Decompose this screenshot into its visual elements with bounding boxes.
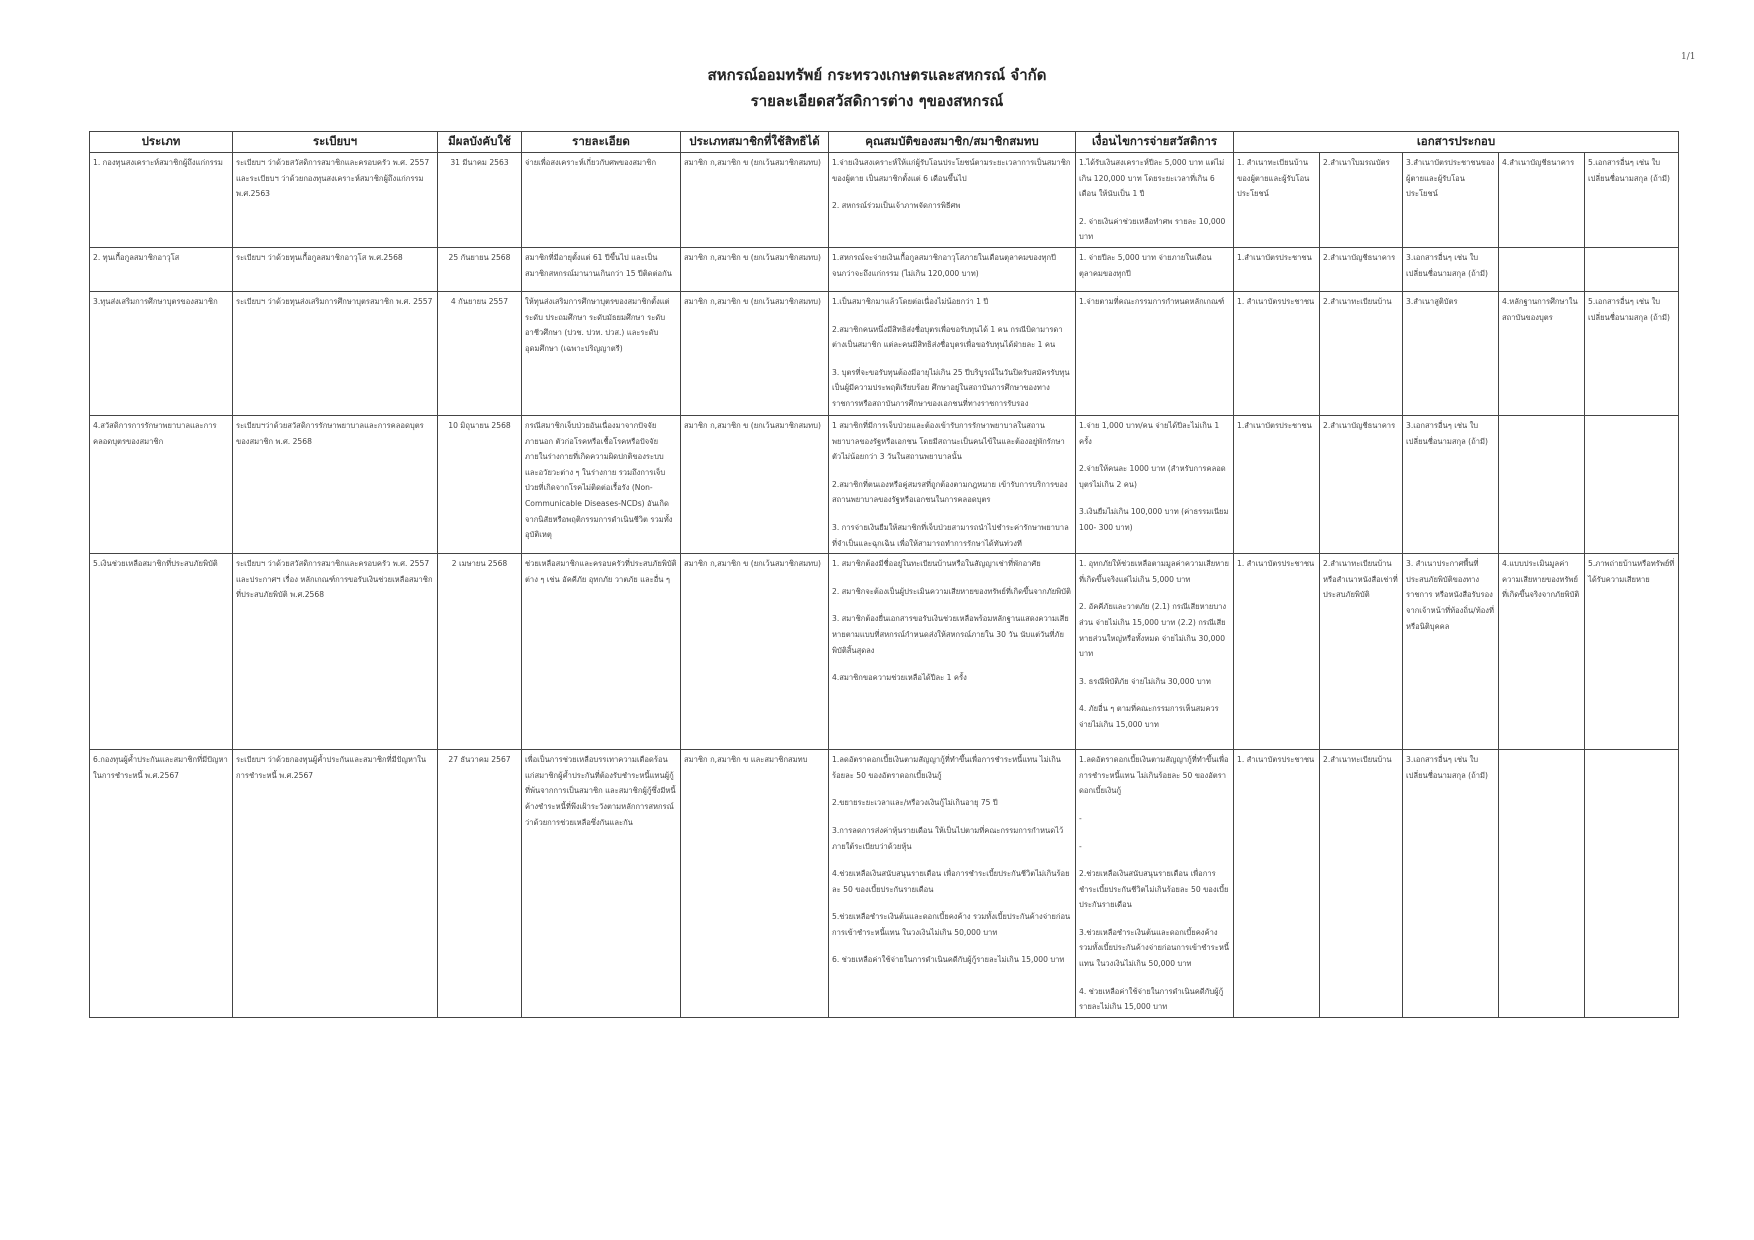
qualifications-cell (829, 291, 1076, 415)
effective-date-cell: 4 กันยายน 2557 (438, 291, 522, 415)
qualification-item: 5.ช่วยเหลือชำระเงินต้นและดอกเบี้ยคงค้าง รวมทั้งเบี้ยประกันค้างจ่ายก่อนการเข้าชำระหนี้แทน ในวงเงินไม่เกิน 50,000 บาท (832, 912, 1071, 937)
conditions-cell (1076, 153, 1234, 248)
document-cell: 5.เอกสารอื่นๆ เช่น ใบเปลี่ยนชื่อนามสกุล (ถ้ามี) (1585, 291, 1679, 415)
table-row (90, 247, 1679, 291)
spacer (832, 811, 1072, 823)
welfare-type-cell: 5.เงินช่วยเหลือสมาชิกที่ประสบภัยพิบัติ (90, 554, 233, 750)
welfare-table (89, 131, 1679, 1018)
qualification-item: 1. สมาชิกต้องมีชื่ออยู่ในทะเบียนบ้านหรือในสัญญาเช่าที่พักอาศัย (832, 559, 1041, 569)
qualification-item: 1.ลดอัตราดอกเบี้ยเงินตามสัญญากู้ที่ทำขึ้นเพื่อการชำระหนี้แทน ไม่เกินร้อยละ 50 ของอัตราดอกเบี้ยเงินกู้ (832, 755, 1061, 780)
document-cell: 2.สำเนาทะเบียนบ้าน (1320, 291, 1403, 415)
conditions-cell (1076, 554, 1234, 750)
condition-item: 4. ภัยอื่น ๆ ตามที่คณะกรรมการเห็นสมควร จ่ายไม่เกิน 15,000 บาท (1079, 704, 1219, 729)
qualification-item: 2.สมาชิกที่ตนเองหรือคู่สมรสที่ถูกต้องตามกฎหมาย เข้ารับการบริการของสถานพยาบาลของรัฐหรือเอกชนในการคลอดบุตร (832, 479, 1068, 505)
member-type-cell: สมาชิก ก,สมาชิก ข (ยกเว้นสมาชิกสมทบ) (681, 554, 829, 750)
qualifications-cell (829, 153, 1076, 248)
column-header: มีผลบังคับใช้ (438, 132, 522, 153)
spacer (832, 508, 1072, 520)
regulation-cell: ระเบียบฯ ว่าด้วยสวัสดิการสมาชิกและครอบครัว พ.ศ. 2557 และประกาศฯ เรื่อง หลักเกณฑ์การขอรับเงินช่วยเหลือสมาชิกที่ประสบภัยพิบัติ พ.ศ.2568 (233, 554, 438, 750)
document-cell: 2.สำเนาใบมรณบัตร (1320, 153, 1403, 248)
document-cell: 3.เอกสารอื่นๆ เช่น ใบเปลี่ยนชื่อนามสกุล (ถ้ามี) (1403, 247, 1499, 291)
table-row (90, 750, 1679, 1018)
spacer (1079, 854, 1230, 866)
qualifications-cell (829, 750, 1076, 1018)
qualification-item: 3. บุตรที่จะขอรับทุนต้องมีอายุไม่เกิน 25 ปีบริบูรณ์ในวันปิดรับสมัครรับทุน เป็นผู้มีความประพฤติเรียบร้อย ศึกษาอยู่ในสถาบันการศึกษาของทางราชการหรือสถาบันการศึกษาของเอกชนที่ทางราชการรับรอง (832, 367, 1070, 408)
spacer (832, 854, 1072, 866)
spacer (1079, 913, 1230, 925)
document-cell: 3.สำเนาบัตรประชาชนของผู้ตายและผู้รับโอนประโยชน์ (1403, 153, 1499, 248)
conditions-cell (1076, 415, 1234, 553)
column-header: เอกสารประกอบ (1234, 132, 1679, 153)
document-cell (1499, 750, 1585, 1018)
spacer (832, 353, 1072, 365)
condition-item: 1. อุทกภัยให้ช่วยเหลือตามมูลค่าความเสียหายที่เกิดขึ้นจริงแต่ไม่เกิน 5,000 บาท (1079, 559, 1229, 584)
page-number: 1/1 (1681, 52, 1696, 62)
document-subtitle: รายละเอียดสวัสดิการต่าง ๆของสหกรณ์ (750, 92, 1004, 110)
qualification-item: 1 สมาชิกที่มีการเจ็บป่วยและต้องเข้ารับการรักษาพยาบาลในสถานพยาบาลของรัฐหรือเอกชน โดยมีสถานะเป็นคนไข้ในและต้องอยู่พักรักษาตัวไม่น้อยกว่า 3 วันในสถานพยาบาลนั้น (832, 420, 1065, 462)
spacer (1079, 799, 1230, 811)
member-type-cell: สมาชิก ก,สมาชิก ข (ยกเว้นสมาชิกสมทบ) (681, 415, 829, 553)
document-cell (1499, 415, 1585, 553)
document-cell (1585, 415, 1679, 553)
document-cell: 4.แบบประเมินมูลค่าความเสียหายของทรัพย์ที่เกิดขึ้นจริงจากภัยพิบัติ (1499, 554, 1585, 750)
qualification-item: 2. สหกรณ์ร่วมเป็นเจ้าภาพจัดการพิธีศพ (832, 201, 961, 211)
member-type-cell: สมาชิก ก,สมาชิก ข (ยกเว้นสมาชิกสมทบ) (681, 291, 829, 415)
detail-cell: จ่ายเพื่อสงเคราะห์เกี่ยวกับศพของสมาชิก (522, 153, 681, 248)
table-row (90, 153, 1679, 248)
spacer (832, 599, 1072, 611)
qualifications-cell (829, 554, 1076, 750)
spacer (1079, 689, 1230, 701)
qualifications-cell (829, 415, 1076, 553)
qualification-item: 3.การลดการส่งค่าหุ้นรายเดือน ให้เป็นไปตามที่คณะกรรมการกำหนดไว้ภายใต้ระเบียบว่าด้วยหุ้น (832, 825, 1064, 851)
effective-date-cell: 10 มิถุนายน 2568 (438, 415, 522, 553)
document-cell: 2.สำเนาทะเบียนบ้านหรือสำเนาหนังสือเช่าที่ประสบภัยพิบัติ (1320, 554, 1403, 750)
condition-item: 3. ธรณีพิบัติภัย จ่ายไม่เกิน 30,000 บาท (1079, 676, 1211, 686)
column-header: เงื่อนไขการจ่ายสวัสดิการ (1076, 132, 1234, 153)
condition-item: - (1079, 841, 1082, 851)
document-cell: 2.สำเนาบัญชีธนาคาร (1320, 247, 1403, 291)
qualification-item: 4.สมาชิกขอความช่วยเหลือได้ปีละ 1 ครั้ง (832, 673, 967, 683)
document-cell: 3.เอกสารอื่นๆ เช่น ใบเปลี่ยนชื่อนามสกุล (ถ้ามี) (1403, 415, 1499, 553)
qualification-item: 2. สมาชิกจะต้องเป็นผู้ประเมินความเสียหายของทรัพย์ที่เกิดขึ้นจากภัยพิบัติ (832, 586, 1071, 596)
condition-item: 2.ช่วยเหลือเงินสนับสนุนรายเดือน เพื่อการชำระเบี้ยประกันชีวิตไม่เกินร้อยละ 50 ของเบี้ยประกันรายเดือน (1079, 869, 1229, 910)
spacer (832, 572, 1072, 584)
document-title: สหกรณ์ออมทรัพย์ กระทรวงเกษตรและสหกรณ์ จำกัด (707, 66, 1047, 84)
document-cell: 1. สำเนาบัตรประชาชน (1234, 291, 1320, 415)
spacer (832, 186, 1072, 198)
document-cell: 1. สำเนาทะเบียนบ้านของผู้ตายและผู้รับโอนประโยชน์ (1234, 153, 1320, 248)
welfare-type-cell: 3.ทุนส่งเสริมการศึกษาบุตรของสมาชิก (90, 291, 233, 415)
spacer (832, 940, 1072, 952)
condition-item: - (1079, 813, 1082, 823)
table-row (90, 554, 1679, 750)
document-cell: 3. สำเนาประกาศพื้นที่ประสบภัยพิบัติของทางราชการ หรือหนังสือรับรองจากเจ้าหน้าที่ท้องถิ่น/ท้องที่ หรือนิติบุคคล (1403, 554, 1499, 750)
regulation-cell: ระเบียบฯ ว่าด้วยทุนเกื้อกูลสมาชิกอาวุโส พ.ศ.2568 (233, 247, 438, 291)
detail-cell: กรณีสมาชิกเจ็บป่วยอันเนื่องมาจากปัจจัยภายนอก ตัวก่อโรคหรือเชื้อโรคหรือปัจจัยภายในร่างกายที่เกิดความผิดปกติของระบบและอวัยวะต่าง ๆ ในร่างกาย รวมถึงการเจ็บป่วยที่เกิดจากโรคไม่ติดต่อเรื้อรัง (Non-Communicable Diseases-NCDs) อันเกิดจากนิสัยหรือพฤติกรรมการดำเนินชีวิต รวมทั้งอุบัติเหตุ (522, 415, 681, 553)
detail-cell: เพื่อเป็นการช่วยเหลือบรรเทาความเดือดร้อนแก่สมาชิกผู้ค้ำประกันที่ต้องรับชำระหนี้แทนผู้กู้ที่พ้นจากการเป็นสมาชิก และสมาชิกผู้กู้ซึ่งมีหนี้ค้างชำระหนี้ที่พึงเฝ้าระวังตามหลักการสหกรณ์ว่าด้วยการช่วยเหลือซึ่งกันและกัน (522, 750, 681, 1018)
column-header: ประเภท (90, 132, 233, 153)
document-cell: 3.สำเนาสูติบัตร (1403, 291, 1499, 415)
table-row (90, 415, 1679, 553)
detail-cell: สมาชิกที่มีอายุตั้งแต่ 61 ปีขึ้นไป และเป็นสมาชิกสหกรณ์มานานเกินกว่า 15 ปีติดต่อกัน (522, 247, 681, 291)
condition-item: 1.ลดอัตราดอกเบี้ยเงินตามสัญญากู้ที่ทำขึ้นเพื่อการชำระหนี้แทน ไม่เกินร้อยละ 50 ของอัตราดอกเบี้ยเงินกู้ (1079, 755, 1229, 796)
spacer (832, 783, 1072, 795)
qualification-item: 2.ขยายระยะเวลาและ/หรือวงเงินกู้ไม่เกินอายุ 75 ปี (832, 798, 998, 808)
document-cell: 2.สำเนาทะเบียนบ้าน (1320, 750, 1403, 1018)
effective-date-cell: 25 กันยายน 2568 (438, 247, 522, 291)
member-type-cell: สมาชิก ก,สมาชิก ข และสมาชิกสมทบ (681, 750, 829, 1018)
spacer (1079, 202, 1230, 214)
welfare-type-cell: 1. กองทุนสงเคราะห์สมาชิกผู้ถึงแก่กรรม (90, 153, 233, 248)
document-cell (1499, 247, 1585, 291)
condition-item: 4. ช่วยเหลือค่าใช้จ่ายในการดำเนินคดีกับผู้กู้รายละไม่เกิน 15,000 บาท (1079, 986, 1224, 1012)
qualification-item: 4.ช่วยเหลือเงินสนับสนุนรายเดือน เพื่อการชำระเบี้ยประกันชีวิตไม่เกินร้อยละ 50 ของเบี้ยประกันรายเดือน (832, 869, 1070, 894)
document-cell: 3.เอกสารอื่นๆ เช่น ใบเปลี่ยนชื่อนามสกุล (ถ้ามี) (1403, 750, 1499, 1018)
spacer (832, 658, 1072, 670)
qualification-item: 2.สมาชิกคนหนึ่งมีสิทธิส่งชื่อบุตรเพื่อขอรับทุนได้ 1 คน กรณีบิดามารดาต่างเป็นสมาชิก แต่ละคนมีสิทธิส่งชื่อบุตรเพื่อขอรับทุนได้ฝ่ายละ 1 คน (832, 324, 1063, 350)
qualification-item: 3. สมาชิกต้องยื่นเอกสารขอรับเงินช่วยเหลือพร้อมหลักฐานแสดงความเสียหายตามแบบที่สหกรณ์กำหนดส่งให้สหกรณ์ภายใน 30 วัน นับแต่วันที่ภัยพิบัติสิ้นสุดลง (832, 614, 1069, 655)
spacer (1079, 827, 1230, 839)
document-cell: 1.สำเนาบัตรประชาชน (1234, 415, 1320, 553)
conditions-cell (1076, 247, 1234, 291)
qualification-item: 3. การจ่ายเงินยืมให้สมาชิกที่เจ็บป่วยสามารถนำไปชำระค่ารักษาพยาบาลที่จำเป็นและฉุกเฉิน เพื่อให้สามารถทำการรักษาได้ทันท่วงที (832, 522, 1069, 548)
column-header: คุณสมบัติของสมาชิก/สมาชิกสมทบ (829, 132, 1076, 153)
document-cell: 5.ภาพถ่ายบ้านหรือทรัพย์ที่ได้รับความเสียหาย (1585, 554, 1679, 750)
regulation-cell: ระเบียบฯ ว่าด้วยสวัสดิการสมาชิกและครอบครัว พ.ศ. 2557 และระเบียบฯ ว่าด้วยกองทุนสงเคราะห์สมาชิกผู้ถึงแก่กรรม พ.ศ.2563 (233, 153, 438, 248)
condition-item: 1. จ่ายปีละ 5,000 บาท จ่ายภายในเดือนตุลาคมของทุกปี (1079, 252, 1212, 278)
condition-item: 3.ช่วยเหลือชำระเงินต้นและดอกเบี้ยคงค้าง รวมทั้งเบี้ยประกันค้างจ่ายก่อนการเข้าชำระหนี้แทน ในวงเงินไม่เกิน 50,000 บาท (1079, 927, 1230, 969)
qualifications-cell (829, 247, 1076, 291)
welfare-type-cell: 2. ทุนเกื้อกูลสมาชิกอาวุโส (90, 247, 233, 291)
condition-item: 1.จ่าย 1,000 บาท/คน จ่ายได้ปีละไม่เกิน 1 ครั้ง (1079, 420, 1220, 446)
document-cell: 1. สำเนาบัตรประชาชน (1234, 750, 1320, 1018)
welfare-type-cell: 6.กองทุนผู้ค้ำประกันและสมาชิกที่มีปัญหาในการชำระหนี้ พ.ศ.2567 (90, 750, 233, 1018)
spacer (832, 465, 1072, 477)
condition-item: 2.จ่ายให้คนละ 1000 บาท (สำหรับการคลอดบุตรไม่เกิน 2 คน) (1079, 464, 1226, 489)
document-cell: 4.สำเนาบัญชีธนาคาร (1499, 153, 1585, 248)
spacer (1079, 449, 1230, 461)
effective-date-cell: 27 ธันวาคม 2567 (438, 750, 522, 1018)
detail-cell: ช่วยเหลือสมาชิกและครอบครัวที่ประสบภัยพิบัติต่าง ๆ เช่น อัคคีภัย อุทกภัย วาตภัย และอื่น ๆ (522, 554, 681, 750)
document-cell: 1.สำเนาบัตรประชาชน (1234, 247, 1320, 291)
column-header: รายละเอียด (522, 132, 681, 153)
document-cell: 1. สำเนาบัตรประชาชน (1234, 554, 1320, 750)
document-cell (1585, 750, 1679, 1018)
spacer (1079, 662, 1230, 674)
document-cell (1585, 247, 1679, 291)
effective-date-cell: 31 มีนาคม 2563 (438, 153, 522, 248)
effective-date-cell: 2 เมษายน 2568 (438, 554, 522, 750)
spacer (1079, 492, 1230, 504)
document-cell: 4.หลักฐานการศึกษาในสถาบันของบุตร (1499, 291, 1585, 415)
conditions-cell (1076, 291, 1234, 415)
spacer (1079, 972, 1230, 984)
welfare-type-cell: 4.สวัสดิการการรักษาพยาบาลและการคลอดบุตรของสมาชิก (90, 415, 233, 553)
condition-item: 2. จ่ายเงินค่าช่วยเหลือทำศพ รายละ 10,000 บาท (1079, 216, 1226, 242)
spacer (832, 897, 1072, 909)
condition-item: 3.เงินยืมไม่เกิน 100,000 บาท (ค่าธรรมเนียม 100- 300 บาท) (1079, 507, 1229, 532)
regulation-cell: ระเบียบฯว่าด้วยสวัสดิการรักษาพยาบาลและการคลอดบุตรของสมาชิก พ.ศ. 2568 (233, 415, 438, 553)
qualification-item: 1.เป็นสมาชิกมาแล้วโดยต่อเนื่องไม่น้อยกว่า 1 ปี (832, 296, 989, 306)
condition-item: 1.จ่ายตามที่คณะกรรมการกำหนดหลักเกณฑ์ (1079, 296, 1225, 306)
qualification-item: 6. ช่วยเหลือค่าใช้จ่ายในการดำเนินคดีกับผู้กู้รายละไม่เกิน 15,000 บาท (832, 955, 1065, 965)
column-header: ประเภทสมาชิกที่ใช้สิทธิได้ (681, 132, 829, 153)
regulation-cell: ระเบียบฯ ว่าด้วยทุนส่งเสริมการศึกษาบุตรสมาชิก พ.ศ. 2557 (233, 291, 438, 415)
document-cell: 2.สำเนาบัญชีธนาคาร (1320, 415, 1403, 553)
qualification-item: 1.จ่ายเงินสงเคราะห์ให้แก่ผู้รับโอนประโยชน์ตามระยะเวลาการเป็นสมาชิกของผู้ตาย เป็นสมาชิกตั้งแต่ 6 เดือนขึ้นไป (832, 158, 1071, 183)
spacer (1079, 587, 1230, 599)
conditions-cell (1076, 750, 1234, 1018)
member-type-cell: สมาชิก ก,สมาชิก ข (ยกเว้นสมาชิกสมทบ) (681, 153, 829, 248)
qualification-item: 1.สหกรณ์จะจ่ายเงินเกื้อกูลสมาชิกอาวุโสภายในเดือนตุลาคมของทุกปี จนกว่าจะถึงแก่กรรม (ไม่เกิน 120,000 บาท) (832, 252, 1056, 278)
condition-item: 1.ได้รับเงินสงเคราะห์ปีละ 5,000 บาท แต่ไม่เกิน 120,000 บาท โดยระยะเวลาที่เกิน 6 เดือน ให้นับเป็น 1 ปี (1079, 158, 1225, 199)
condition-item: 2. อัคคีภัยและวาตภัย (2.1) กรณีเสียหายบางส่วน จ่ายไม่เกิน 15,000 บาท (2.2) กรณีเสียหายส่วนใหญ่หรือทั้งหมด จ่ายไม่เกิน 30,000 บาท (1079, 602, 1227, 659)
table-header-row (90, 132, 1679, 153)
table-row (90, 291, 1679, 415)
regulation-cell: ระเบียบฯ ว่าด้วยกองทุนผู้ค้ำประกันและสมาชิกที่มีปัญหาในการชำระหนี้ พ.ศ.2567 (233, 750, 438, 1018)
document-cell: 5.เอกสารอื่นๆ เช่น ใบเปลี่ยนชื่อนามสกุล (ถ้ามี) (1585, 153, 1679, 248)
detail-cell: ให้ทุนส่งเสริมการศึกษาบุตรของสมาชิกตั้งแต่ระดับ ประถมศึกษา ระดับมัธยมศึกษา ระดับอาชีวศึกษา (ปวช. ปวท. ปวส.) และระดับอุดมศึกษา (เฉพาะปริญญาตรี) (522, 291, 681, 415)
member-type-cell: สมาชิก ก,สมาชิก ข (ยกเว้นสมาชิกสมทบ) (681, 247, 829, 291)
spacer (832, 310, 1072, 322)
column-header: ระเบียบฯ (233, 132, 438, 153)
